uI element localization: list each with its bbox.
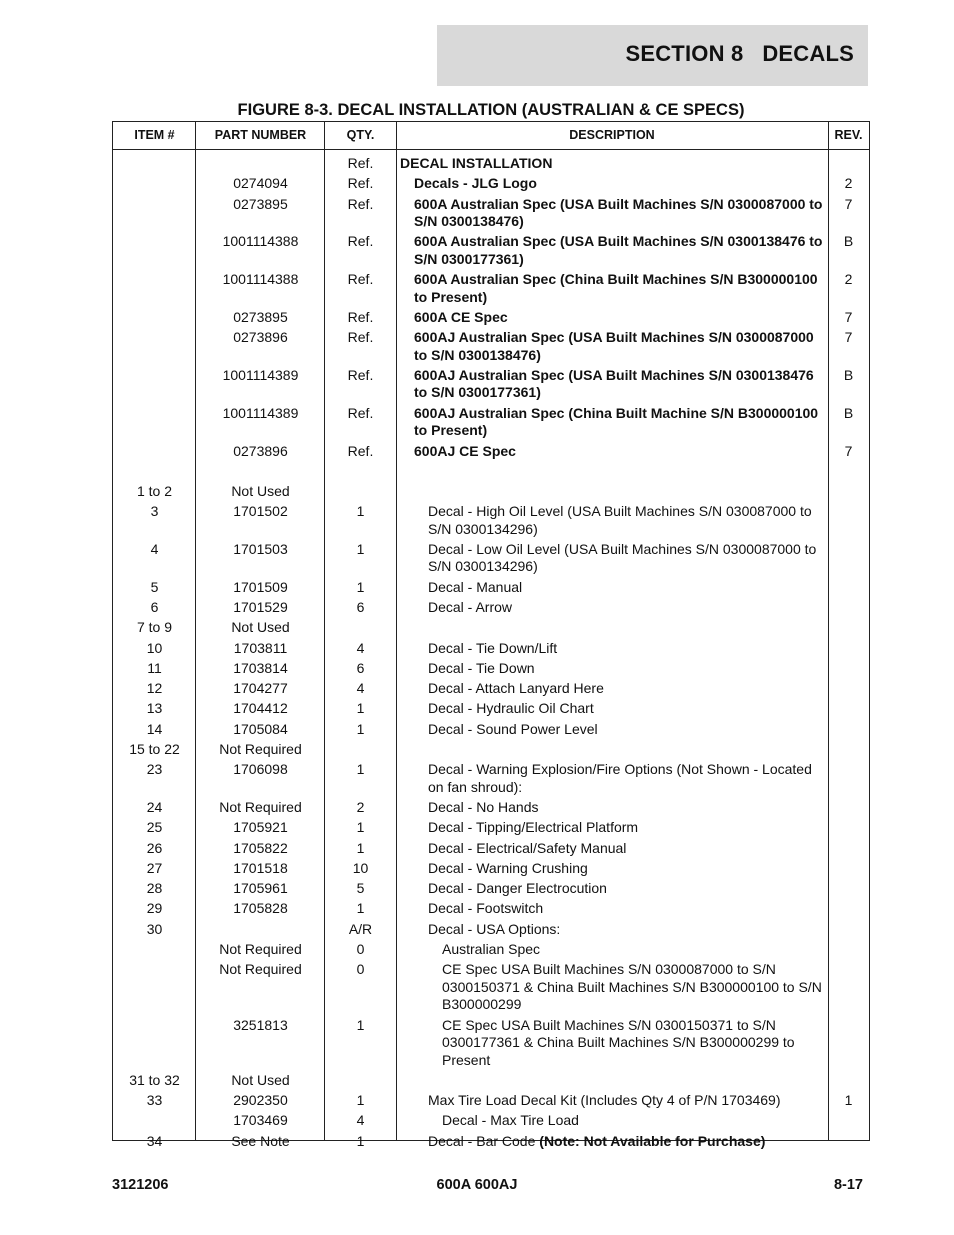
- qty-cell: 0: [356, 961, 365, 978]
- description-cell: [396, 699, 828, 719]
- item-number-cell: 23: [146, 761, 163, 778]
- qty-cell: 6: [356, 598, 365, 615]
- description-cell: [396, 760, 828, 798]
- description-cell: [396, 1015, 828, 1070]
- item-number-cell: [113, 194, 196, 232]
- footer-doc-number: 3121206: [112, 1177, 169, 1193]
- spacer-cell: [196, 461, 325, 481]
- item-number-cell: [113, 150, 196, 174]
- revision-cell: [828, 150, 869, 174]
- revision-cell: [828, 879, 869, 899]
- table-row: [113, 1111, 869, 1131]
- qty-cell: A/R: [348, 920, 373, 937]
- part-number-cell: 1701503: [233, 540, 288, 557]
- description-text: Decal - Manual: [428, 578, 523, 595]
- part-number-cell: 1701529: [233, 598, 288, 615]
- item-number-cell: 11: [147, 659, 162, 676]
- item-number-cell: 3: [150, 503, 159, 520]
- revision-cell: [828, 740, 869, 760]
- qty-cell: Ref.: [347, 155, 374, 171]
- part-number-cell: 1705921: [233, 819, 288, 836]
- qty-cell: 2: [356, 798, 365, 815]
- column-divider: [396, 122, 397, 1140]
- table-row: [113, 719, 869, 739]
- description-text: Decal - Tie Down/Lift: [428, 639, 558, 656]
- item-number-cell: 30: [146, 920, 163, 937]
- revision-cell: [828, 1131, 869, 1151]
- item-number-cell: [113, 1111, 196, 1131]
- qty-cell: Ref.: [347, 195, 374, 212]
- revision-cell: [828, 899, 869, 919]
- part-number-cell: Not Used: [231, 619, 290, 636]
- table-row: [113, 618, 869, 638]
- table-row: [113, 858, 869, 878]
- part-number-cell: 2902350: [233, 1092, 288, 1109]
- description-text: 600AJ Australian Spec (USA Built Machines S/N 0300138476 to S/N 0300177361): [414, 366, 814, 401]
- table-row: [113, 308, 869, 328]
- part-number-cell: 1701502: [233, 503, 288, 520]
- footer-page-number: 8-17: [833, 1177, 863, 1193]
- description-cell: [396, 940, 828, 960]
- item-number-cell: [113, 174, 196, 194]
- item-number-cell: 31 to 32: [129, 1071, 180, 1088]
- revision-cell: 7: [844, 308, 853, 325]
- part-number-cell: 1001114388: [222, 233, 299, 250]
- description-text: Decal - Tipping/Electrical Platform: [428, 819, 639, 836]
- part-number-cell: Not Used: [231, 482, 290, 499]
- column-header-qty: QTY.: [325, 122, 396, 150]
- qty-cell: [325, 481, 396, 501]
- description-text: DECAL INSTALLATION: [400, 155, 553, 171]
- revision-cell: [828, 919, 869, 939]
- description-cell: [396, 798, 828, 818]
- revision-cell: [828, 481, 869, 501]
- parts-table-frame: [112, 121, 870, 1149]
- table-row: [113, 577, 869, 597]
- revision-cell: [828, 699, 869, 719]
- part-number-cell: 1701518: [233, 859, 288, 876]
- qty-cell: 1: [356, 761, 365, 778]
- table-row: [113, 270, 869, 308]
- description-cell: [396, 270, 828, 308]
- qty-cell: 1: [356, 1132, 365, 1149]
- qty-cell: 1: [356, 1092, 365, 1109]
- table-row: [113, 638, 869, 658]
- revision-cell: [828, 719, 869, 739]
- part-number-cell: [196, 919, 325, 939]
- description-cell: [396, 919, 828, 939]
- table-row: [113, 1015, 869, 1070]
- column-header-item: ITEM #: [113, 122, 196, 150]
- description-cell: [396, 719, 828, 739]
- spacer-cell: [828, 461, 869, 481]
- table-spacer-row: [113, 461, 869, 481]
- item-number-cell: 5: [150, 578, 159, 595]
- qty-cell: Ref.: [347, 308, 374, 325]
- part-number-cell: Not Required: [219, 798, 302, 815]
- item-number-cell: 10: [146, 639, 163, 656]
- qty-cell: 1: [356, 540, 365, 557]
- description-cell: [396, 194, 828, 232]
- revision-cell: [828, 1070, 869, 1090]
- part-number-cell: 1704277: [233, 680, 288, 697]
- description-text: Decal - Electrical/Safety Manual: [428, 839, 627, 856]
- table-row: [113, 502, 869, 540]
- description-cell: [396, 481, 828, 501]
- table-header-row: [113, 122, 869, 150]
- description-text: 600AJ Australian Spec (China Built Machine S/N B300000100 to Present): [414, 404, 819, 439]
- item-number-cell: 28: [146, 880, 163, 897]
- description-text: Decal - Low Oil Level (USA Built Machines S/N 0300087000 to S/N 0300134296): [428, 540, 817, 575]
- part-number-cell: 0273895: [233, 308, 288, 325]
- item-number-cell: 13: [146, 700, 163, 717]
- description-text: Decal - Danger Electrocution: [428, 880, 607, 897]
- table-row: [113, 919, 869, 939]
- qty-cell: 1: [356, 578, 365, 595]
- revision-cell: 2: [844, 271, 853, 288]
- part-number-cell: 1705822: [233, 839, 288, 856]
- qty-cell: 4: [356, 1112, 365, 1129]
- section-header-banner: [437, 25, 868, 86]
- item-number-cell: 1 to 2: [136, 482, 173, 499]
- item-number-cell: 24: [146, 798, 163, 815]
- revision-cell: 7: [844, 442, 853, 459]
- revision-cell: [828, 960, 869, 1015]
- part-number-cell: 1706098: [233, 761, 288, 778]
- qty-cell: Ref.: [347, 233, 374, 250]
- column-header-description: DESCRIPTION: [396, 122, 828, 150]
- qty-cell: 4: [356, 680, 365, 697]
- description-text: Decal - Sound Power Level: [428, 720, 598, 737]
- description-cell: [396, 899, 828, 919]
- part-number-cell: 1705828: [233, 900, 288, 917]
- item-number-cell: 29: [146, 900, 163, 917]
- description-cell: [396, 502, 828, 540]
- table-row: [113, 740, 869, 760]
- revision-cell: [828, 638, 869, 658]
- description-cell: [396, 638, 828, 658]
- spacer-cell: [113, 461, 196, 481]
- item-number-cell: 25: [146, 819, 163, 836]
- column-header-rev: REV.: [828, 122, 869, 150]
- revision-cell: 7: [844, 329, 853, 346]
- revision-cell: [828, 1015, 869, 1070]
- footer-model: 600A 600AJ: [436, 1177, 518, 1193]
- qty-cell: 1: [356, 700, 365, 717]
- revision-cell: [828, 940, 869, 960]
- item-number-cell: 27: [146, 859, 163, 876]
- item-number-cell: [113, 940, 196, 960]
- revision-cell: [828, 658, 869, 678]
- part-number-cell: 1001114389: [222, 404, 299, 421]
- description-text: Decal - Warning Explosion/Fire Options (Not Shown - Located on fan shroud):: [428, 761, 812, 795]
- description-cell: [396, 1131, 828, 1151]
- part-number-cell: [196, 150, 325, 174]
- revision-cell: [828, 539, 869, 577]
- qty-cell: [325, 1070, 396, 1090]
- description-cell: [396, 858, 828, 878]
- description-text: Decal - High Oil Level (USA Built Machines S/N 030087000 to S/N 0300134296): [428, 503, 812, 537]
- table-row: [113, 760, 869, 798]
- description-cell: [396, 577, 828, 597]
- column-header-part-number: PART NUMBER: [196, 122, 325, 150]
- parts-table: [113, 122, 869, 1152]
- item-number-cell: [113, 270, 196, 308]
- revision-cell: [828, 818, 869, 838]
- part-number-cell: 1703469: [233, 1112, 288, 1129]
- qty-cell: 1: [356, 1016, 365, 1033]
- description-cell: [396, 618, 828, 638]
- revision-cell: [828, 858, 869, 878]
- part-number-cell: 1703814: [233, 659, 288, 676]
- qty-cell: 0: [356, 940, 365, 957]
- description-text: 600A Australian Spec (China Built Machines S/N B300000100 to Present): [414, 271, 818, 305]
- description-cell: [396, 598, 828, 618]
- qty-cell: 10: [352, 859, 369, 876]
- table-row: [113, 328, 869, 366]
- description-cell: [396, 818, 828, 838]
- part-number-cell: 1703811: [233, 639, 288, 656]
- item-number-cell: [113, 441, 196, 461]
- table-row: [113, 798, 869, 818]
- description-cell: [396, 838, 828, 858]
- item-number-cell: [113, 308, 196, 328]
- table-body: [113, 150, 869, 1152]
- description-cell: [396, 539, 828, 577]
- table-row: [113, 598, 869, 618]
- item-number-cell: [113, 1015, 196, 1070]
- table-row: [113, 818, 869, 838]
- part-number-cell: 1001114388: [222, 271, 299, 288]
- item-number-cell: 4: [150, 540, 159, 557]
- table-row: [113, 658, 869, 678]
- item-number-cell: [113, 403, 196, 441]
- description-text: Decal - Tie Down: [428, 659, 535, 676]
- qty-cell: 1: [356, 900, 365, 917]
- description-cell: [396, 960, 828, 1015]
- description-text: Decal - Arrow: [428, 598, 513, 615]
- part-number-cell: 1705084: [233, 720, 288, 737]
- spacer-cell: [325, 461, 396, 481]
- description-text: Decal - Footswitch: [428, 900, 544, 917]
- description-text: CE Spec USA Built Machines S/N 0300150371 to S/N 0300177361 & China Built Machines S/N B300000299 to Present: [442, 1016, 795, 1068]
- description-text: 600A Australian Spec (USA Built Machines S/N 0300087000 to S/N 0300138476): [414, 195, 823, 230]
- description-cell: [396, 308, 828, 328]
- table-row: [113, 366, 869, 404]
- part-number-cell: Not Required: [219, 961, 302, 978]
- table-row: [113, 150, 869, 174]
- description-cell: [396, 328, 828, 366]
- section-title: SECTION 8 DECALS: [625, 41, 854, 66]
- column-divider: [828, 122, 829, 1140]
- description-cell: [396, 1111, 828, 1131]
- qty-cell: [325, 740, 396, 760]
- revision-cell: [828, 760, 869, 798]
- description-cell: [396, 740, 828, 760]
- revision-cell: B: [843, 404, 854, 421]
- revision-cell: [828, 618, 869, 638]
- qty-cell: 1: [356, 819, 365, 836]
- table-row: [113, 960, 869, 1015]
- qty-cell: Ref.: [347, 366, 374, 383]
- revision-cell: [828, 798, 869, 818]
- table-row: [113, 838, 869, 858]
- description-note: (Note: Not Available for Purchase): [539, 1132, 766, 1149]
- part-number-cell: 3251813: [233, 1016, 288, 1033]
- part-number-cell: 1701509: [233, 578, 288, 595]
- description-text: Max Tire Load Decal Kit (Includes Qty 4 of P/N 1703469): [428, 1092, 781, 1109]
- item-number-cell: 12: [146, 680, 163, 697]
- part-number-cell: Not Required: [219, 940, 302, 957]
- figure-title: FIGURE 8-3. DECAL INSTALLATION (AUSTRALIAN & CE SPECS): [237, 101, 745, 119]
- qty-cell: [325, 618, 396, 638]
- revision-cell: 7: [844, 195, 853, 212]
- revision-cell: [828, 679, 869, 699]
- revision-cell: [828, 502, 869, 540]
- revision-cell: 2: [844, 175, 853, 192]
- part-number-cell: 1001114389: [222, 366, 299, 383]
- spacer-cell: [396, 461, 828, 481]
- part-number-cell: See Note: [231, 1132, 290, 1149]
- description-text: 600A Australian Spec (USA Built Machines S/N 0300138476 to S/N 0300177361): [414, 233, 823, 267]
- column-divider: [324, 122, 325, 1140]
- table-row: [113, 174, 869, 194]
- item-number-cell: 26: [146, 839, 163, 856]
- table-row: [113, 1091, 869, 1111]
- item-number-cell: 6: [150, 598, 159, 615]
- qty-cell: Ref.: [347, 175, 374, 192]
- qty-cell: 4: [356, 639, 365, 656]
- revision-cell: [828, 1111, 869, 1131]
- table-row: [113, 1070, 869, 1090]
- description-text: Decal - Warning Crushing: [428, 859, 588, 876]
- description-cell: [396, 232, 828, 270]
- description-cell: [396, 366, 828, 404]
- qty-cell: Ref.: [347, 442, 374, 459]
- table-row: [113, 232, 869, 270]
- qty-cell: Ref.: [347, 271, 374, 288]
- table-row: [113, 403, 869, 441]
- part-number-cell: 0273896: [233, 442, 288, 459]
- description-text: Decal - Hydraulic Oil Chart: [428, 700, 594, 717]
- description-cell: [396, 658, 828, 678]
- description-text: Decal - No Hands: [428, 798, 539, 815]
- description-cell: [396, 403, 828, 441]
- description-text: Decal - USA Options:: [428, 920, 561, 937]
- item-number-cell: 15 to 22: [129, 740, 180, 757]
- item-number-cell: 14: [146, 720, 163, 737]
- description-cell: [396, 174, 828, 194]
- description-cell: [396, 879, 828, 899]
- qty-cell: Ref.: [347, 329, 374, 346]
- qty-cell: 1: [356, 503, 365, 520]
- part-number-cell: Not Used: [231, 1071, 290, 1088]
- qty-cell: 1: [356, 839, 365, 856]
- qty-cell: 5: [356, 880, 365, 897]
- table-row: [113, 679, 869, 699]
- item-number-cell: [113, 328, 196, 366]
- revision-cell: B: [843, 366, 854, 383]
- description-cell: [396, 441, 828, 461]
- qty-cell: 6: [356, 659, 365, 676]
- part-number-cell: 0273895: [233, 195, 288, 212]
- part-number-cell: Not Required: [219, 740, 302, 757]
- description-text: 600AJ Australian Spec (USA Built Machines S/N 0300087000 to S/N 0300138476): [414, 329, 814, 363]
- item-number-cell: 7 to 9: [136, 619, 173, 636]
- item-number-cell: [113, 232, 196, 270]
- item-number-cell: [113, 366, 196, 404]
- table-row: [113, 481, 869, 501]
- description-cell: [396, 150, 828, 174]
- part-number-cell: 1704412: [233, 700, 288, 717]
- revision-cell: [828, 598, 869, 618]
- qty-cell: 1: [356, 720, 365, 737]
- description-text: Decal - Bar Code: [428, 1132, 540, 1149]
- description-text: 600A CE Spec: [414, 308, 508, 325]
- description-text: CE Spec USA Built Machines S/N 0300087000 to S/N 0300150371 & China Built Machines S/N B300000100 to S/N B300000299: [442, 961, 822, 1013]
- table-row: [113, 539, 869, 577]
- description-text: 600AJ CE Spec: [414, 442, 516, 459]
- revision-cell: [828, 577, 869, 597]
- part-number-cell: 0273896: [233, 329, 288, 346]
- description-text: Australian Spec: [442, 940, 541, 957]
- table-row: [113, 879, 869, 899]
- table-row: [113, 940, 869, 960]
- description-cell: [396, 1091, 828, 1111]
- description-text: Decal - Attach Lanyard Here: [428, 680, 604, 697]
- part-number-cell: 1705961: [233, 880, 288, 897]
- revision-cell: 1: [844, 1092, 853, 1109]
- description-cell: [396, 1070, 828, 1090]
- item-number-cell: [113, 960, 196, 1015]
- item-number-cell: 34: [146, 1132, 163, 1149]
- table-row: [113, 1131, 869, 1151]
- revision-cell: B: [843, 233, 854, 250]
- table-row: [113, 194, 869, 232]
- qty-cell: Ref.: [347, 404, 374, 421]
- column-divider: [195, 122, 196, 1140]
- table-row: [113, 441, 869, 461]
- table-row: [113, 899, 869, 919]
- revision-cell: [828, 838, 869, 858]
- table-row: [113, 699, 869, 719]
- item-number-cell: 33: [146, 1092, 163, 1109]
- part-number-cell: 0274094: [233, 175, 288, 192]
- description-cell: [396, 679, 828, 699]
- description-text: Decals - JLG Logo: [414, 175, 537, 192]
- description-text: Decal - Max Tire Load: [442, 1112, 579, 1129]
